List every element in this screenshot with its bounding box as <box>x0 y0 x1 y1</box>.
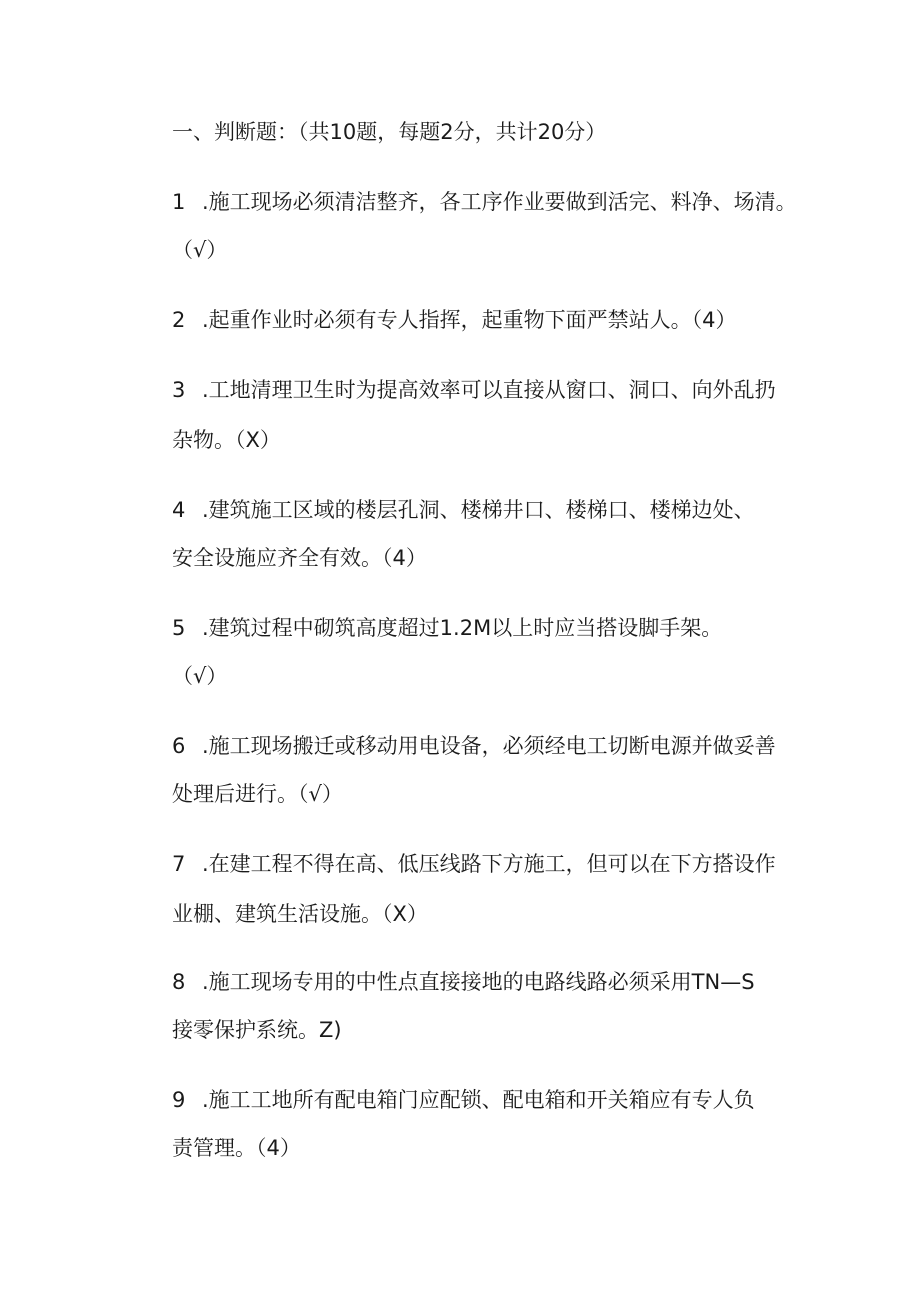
question-text: .施工现场搬迁或移动用电设备，必须经电工切断电源并做妥善 <box>202 734 776 758</box>
question-number: 9 <box>172 1088 186 1112</box>
question-text: .建筑施工区域的楼层孔洞、楼梯井口、楼梯口、楼梯边处、 <box>202 498 755 522</box>
question-9-line-1 <box>172 1084 755 1116</box>
question-number: 4 <box>172 498 186 522</box>
question-7-line-2 <box>172 898 428 930</box>
question-1-line-2 <box>172 234 227 266</box>
question-text: 业棚、建筑生活设施。（X） <box>172 902 428 926</box>
question-text: .建筑过程中砌筑高度超过1.2M以上时应当搭设脚手架。 <box>202 616 723 640</box>
question-2-line-1 <box>172 304 737 336</box>
question-1-line-1 <box>172 186 797 218</box>
question-text: .施工现场专用的中性点直接接地的电路线路必须采用TN—S <box>202 970 755 994</box>
question-4-line-1 <box>172 494 755 526</box>
question-number: 1 <box>172 190 186 214</box>
question-number: 2 <box>172 308 186 332</box>
question-number: 5 <box>172 616 186 640</box>
question-answer: （√） <box>172 664 228 688</box>
question-5-line-2 <box>172 660 227 692</box>
question-text: 接零保护系统。Z) <box>172 1018 342 1042</box>
question-number: 3 <box>172 378 186 402</box>
question-text: .在建工程不得在高、低压线路下方施工，但可以在下方搭设作 <box>202 852 776 876</box>
question-3-line-2 <box>172 424 281 456</box>
question-4-line-2 <box>172 542 427 574</box>
question-number: 7 <box>172 852 186 876</box>
question-text: 安全设施应齐全有效。（4） <box>172 546 427 570</box>
question-8-line-2 <box>172 1014 342 1046</box>
question-3-line-1 <box>172 374 776 406</box>
question-number: 6 <box>172 734 186 758</box>
section-title: 一、判断题：（共10题，每题2分，共计20分） <box>172 120 607 144</box>
question-text: 处理后进行。（√） <box>172 782 343 806</box>
question-text: .工地清理卫生时为提高效率可以直接从窗口、洞口、向外乱扔 <box>202 378 776 402</box>
question-7-line-1 <box>172 848 776 880</box>
question-8-line-1 <box>172 966 755 998</box>
question-6-line-2 <box>172 778 343 810</box>
question-text: .施工现场必须清洁整齐，各工序作业要做到活完、料净、场清。 <box>202 190 797 214</box>
question-5-line-1 <box>172 612 722 644</box>
question-number: 8 <box>172 970 186 994</box>
question-text: 杂物。（X） <box>172 428 281 452</box>
question-text: 责管理。（4） <box>172 1136 301 1160</box>
question-text: .施工工地所有配电箱门应配锁、配电箱和开关箱应有专人负 <box>202 1088 755 1112</box>
question-text: .起重作业时必须有专人指挥，起重物下面严禁站人。（4） <box>202 308 737 332</box>
question-9-line-2 <box>172 1132 301 1164</box>
question-answer: （√） <box>172 238 228 262</box>
question-6-line-1 <box>172 730 776 762</box>
